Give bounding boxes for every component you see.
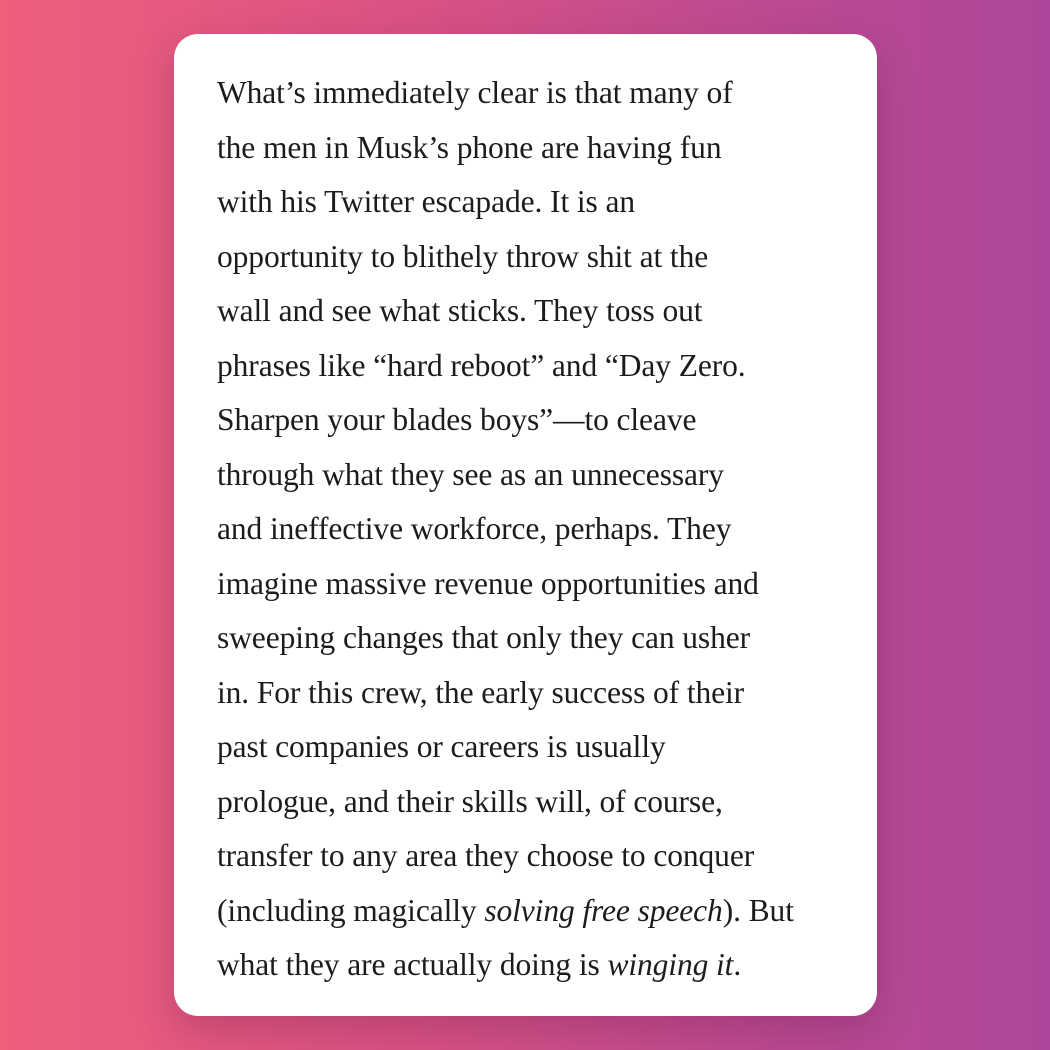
text-line: sweeping changes that only they can usher [217, 620, 750, 655]
text-line: in. For this crew, the early success of their [217, 674, 745, 710]
text-card [174, 34, 877, 1016]
italic-emphasis: solving free speech [484, 892, 723, 928]
text-line: What’s immediately clear is that many of [217, 75, 733, 110]
text-line: imagine massive revenue opportunities and [217, 565, 759, 601]
text-line: past companies or careers is usually [217, 729, 666, 764]
text-line: opportunity to blithely throw shit at the [217, 238, 709, 274]
text-line-with-emphasis [217, 884, 867, 939]
text-line: transfer to any area they choose to conquer [217, 838, 755, 873]
text-line: phrases like “hard reboot” and “Day Zero. [217, 347, 746, 383]
text-line: wall and see what sticks. They toss out [217, 293, 703, 328]
text-line: with his Twitter escapade. It is an [217, 184, 635, 219]
text-line: the men in Musk’s phone are having fun [217, 129, 722, 165]
text-line: prologue, and their skills will, of course, [217, 783, 723, 819]
text-line: through what they see as an unnecessary [217, 456, 724, 492]
italic-emphasis: winging it [607, 947, 734, 982]
text-segment: ). But [722, 892, 794, 928]
text-segment: (including magically [217, 892, 485, 928]
text-line: and ineffective workforce, perhaps. They [217, 511, 732, 546]
text-line: Sharpen your blades boys”—to cleave [217, 402, 697, 437]
excerpt-paragraph [217, 66, 867, 993]
text-line-with-emphasis [217, 938, 867, 993]
text-segment: . [733, 947, 742, 982]
text-segment: what they are actually doing is [217, 947, 608, 982]
